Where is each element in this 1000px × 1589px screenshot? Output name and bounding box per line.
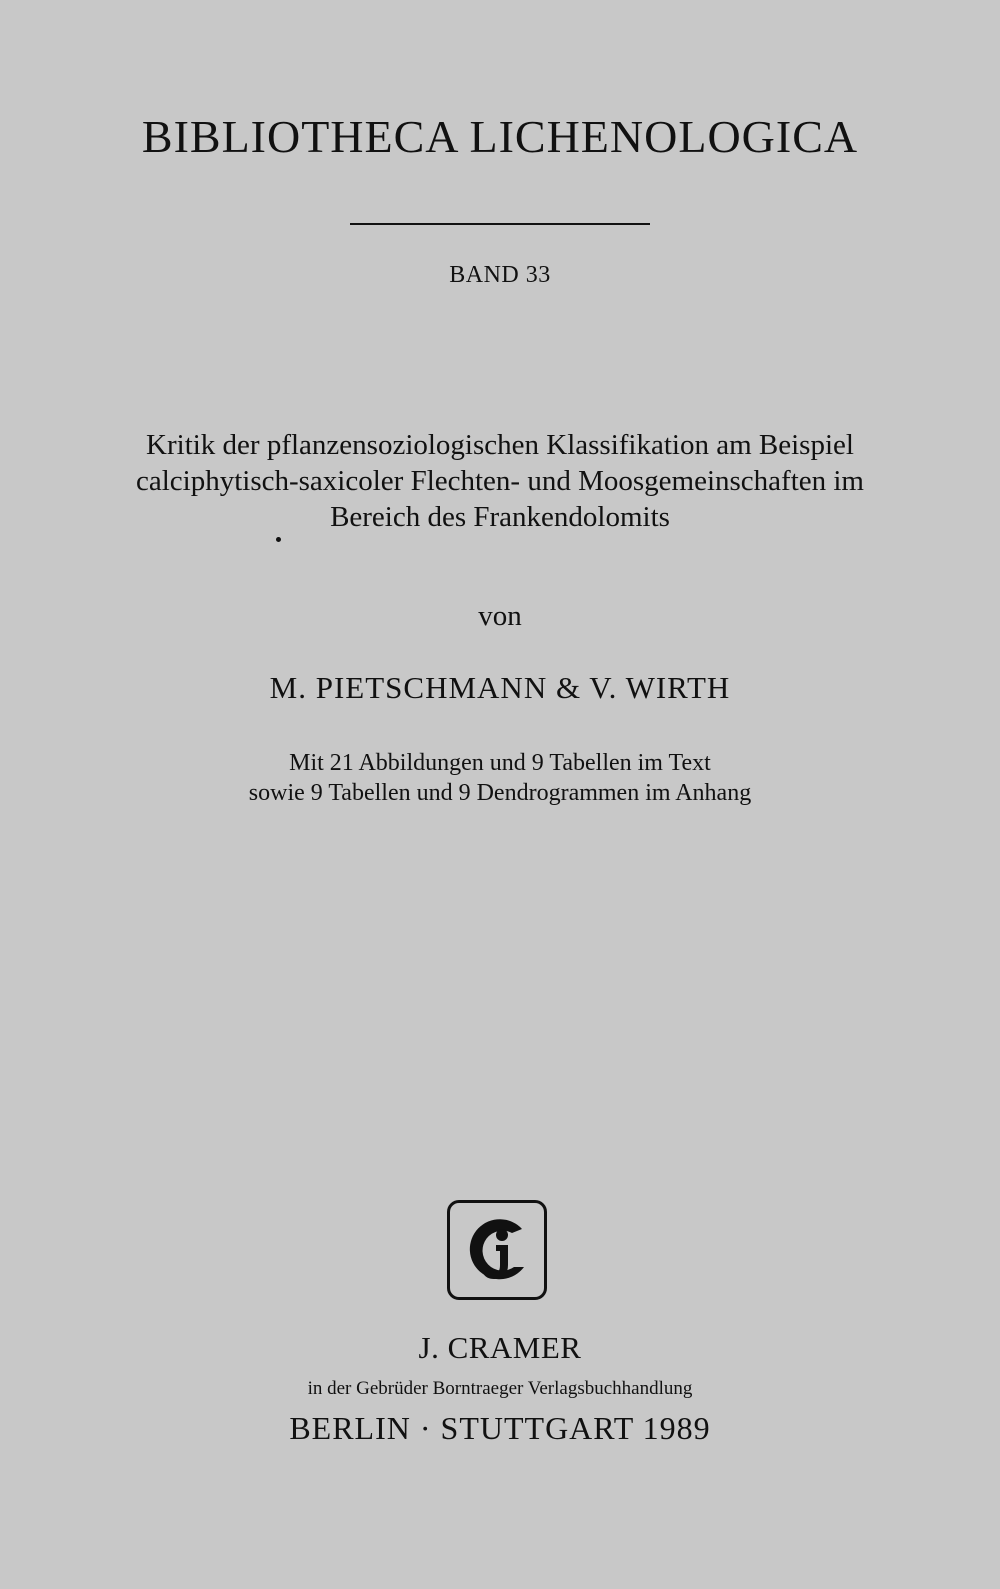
series-title: BIBLIOTHECA LICHENOLOGICA xyxy=(141,111,859,162)
by-label: von xyxy=(478,600,522,632)
stray-dot-mark xyxy=(276,537,281,542)
volume-number: BAND 33 xyxy=(449,262,551,288)
publisher-imprint: in der Gebrüder Borntraeger Verlagsbuchhandlung xyxy=(307,1378,693,1399)
cj-monogram-icon xyxy=(447,1200,547,1300)
authors: M. PIETSCHMANN & V. WIRTH xyxy=(269,670,731,705)
place-and-year: BERLIN · STUTTGART 1989 xyxy=(289,1410,711,1446)
book-title-line-2: calciphytisch-saxicoler Flechten- und Moosgemeinschaften im xyxy=(135,465,864,497)
title-divider xyxy=(350,223,650,225)
book-title-line-1: Kritik der pflanzensoziologischen Klassifikation am Beispiel xyxy=(146,429,854,461)
book-title-line-3: Bereich des Frankendolomits xyxy=(330,501,670,533)
details-line-2: sowie 9 Tabellen und 9 Dendrogrammen im Anhang xyxy=(248,780,752,806)
publisher-name: J. CRAMER xyxy=(418,1330,582,1365)
details-line-1: Mit 21 Abbildungen und 9 Tabellen im Text xyxy=(289,750,711,776)
